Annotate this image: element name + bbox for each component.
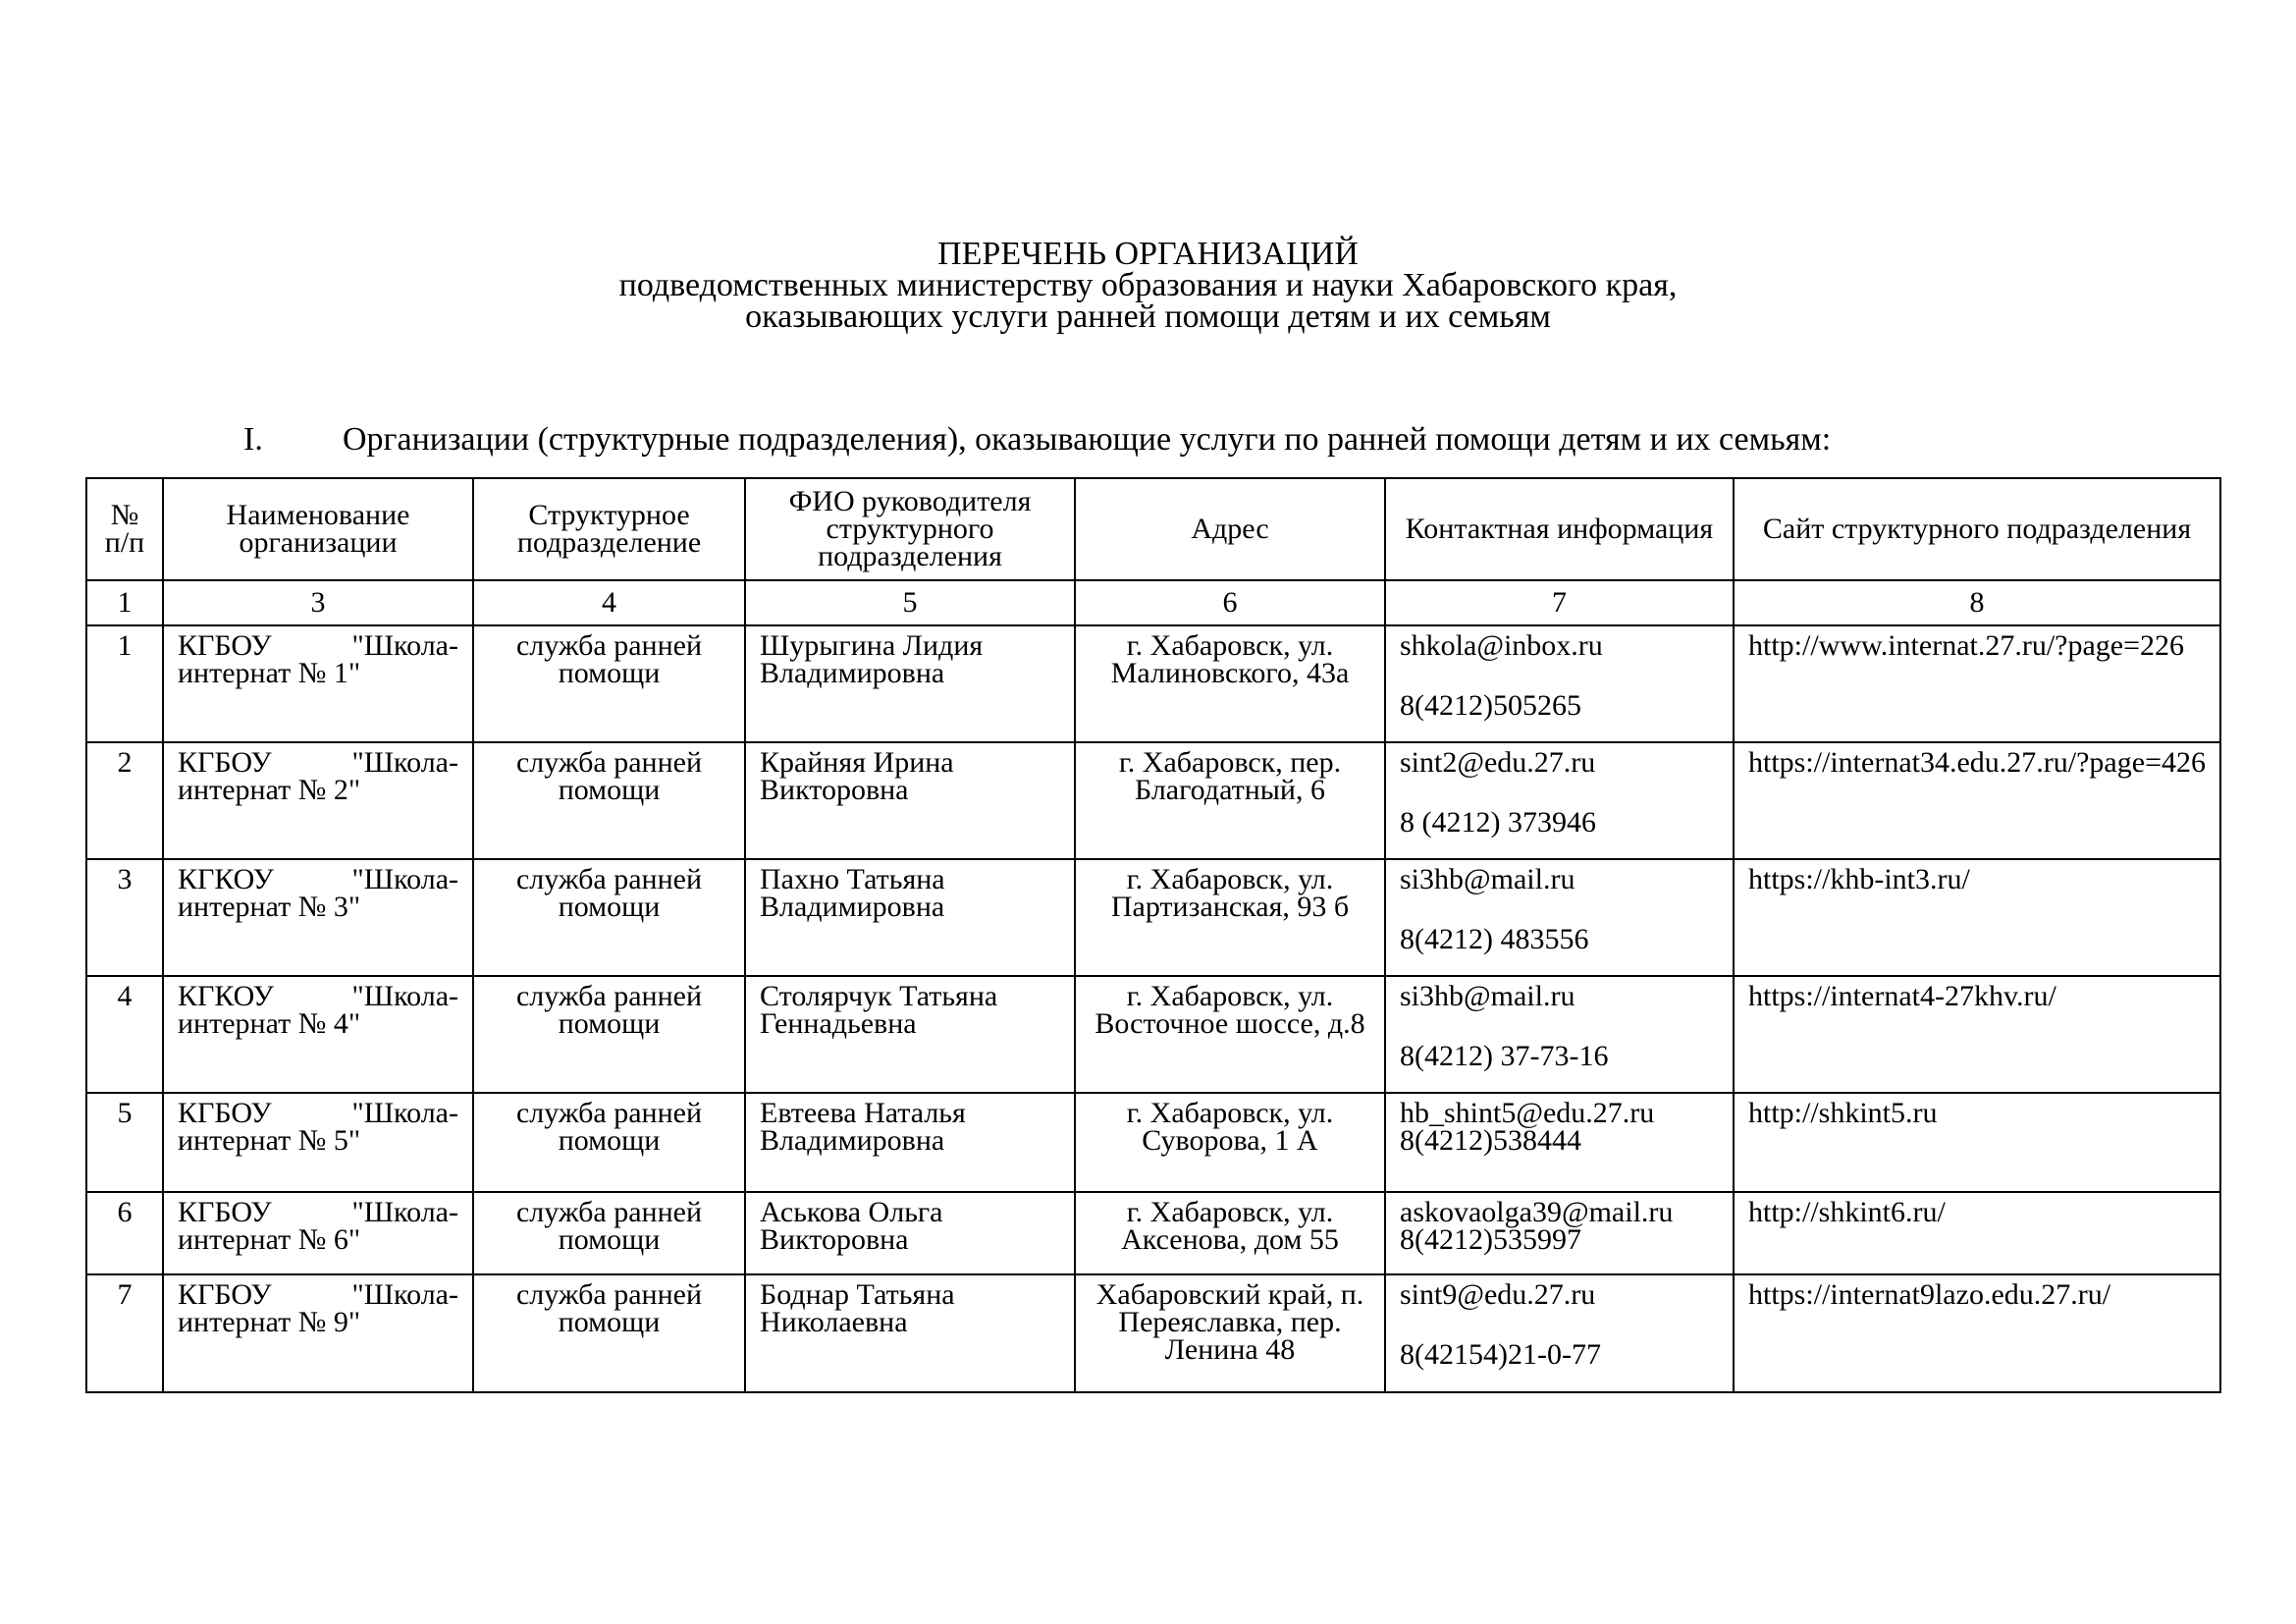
unit-name: служба ранней помощи bbox=[473, 1192, 745, 1274]
header-head-name: ФИО руководителя структурного подразделения bbox=[745, 478, 1075, 580]
organizations-table bbox=[85, 477, 2221, 1393]
column-number: 3 bbox=[163, 580, 473, 625]
site-link[interactable]: https://internat9lazo.edu.27.ru/ bbox=[1734, 1274, 2220, 1392]
head-name: Крайняя Ирина Викторовна bbox=[745, 742, 1075, 859]
address: г. Хабаровск, ул. Аксенова, дом 55 bbox=[1075, 1192, 1385, 1274]
header-unit: Структурное подразделение bbox=[473, 478, 745, 580]
row-number: 7 bbox=[86, 1274, 163, 1392]
phone-number: 8(4212) 483556 bbox=[1400, 923, 1589, 955]
head-name: Пахно Татьяна Владимировна bbox=[745, 859, 1075, 976]
contact-info bbox=[1385, 976, 1734, 1093]
email-link[interactable]: askovaolga39@mail.ru bbox=[1400, 1196, 1674, 1228]
site-link[interactable]: https://khb-int3.ru/ bbox=[1734, 859, 2220, 976]
head-name: Столярчук Татьяна Геннадьевна bbox=[745, 976, 1075, 1093]
column-number: 5 bbox=[745, 580, 1075, 625]
title-line-2: подведомственных министерству образования и науки Хабаровского края, bbox=[618, 267, 1678, 303]
title-line-1: ПЕРЕЧЕНЬ ОРГАНИЗАЦИЙ bbox=[937, 236, 1359, 272]
organization-name: КГБОУ "Школа-интернат № 9" bbox=[163, 1274, 473, 1392]
address: г. Хабаровск, ул. Суворова, 1 А bbox=[1075, 1093, 1385, 1192]
document-title bbox=[0, 236, 2296, 335]
head-name: Аськова Ольга Викторовна bbox=[745, 1192, 1075, 1274]
row-number: 1 bbox=[86, 625, 163, 742]
table-row bbox=[86, 859, 2220, 976]
section-heading bbox=[243, 420, 1831, 460]
table-row bbox=[86, 1192, 2220, 1274]
column-number: 7 bbox=[1385, 580, 1734, 625]
email-link[interactable]: sint2@edu.27.ru bbox=[1400, 746, 1596, 779]
table-row bbox=[86, 1093, 2220, 1192]
head-name: Боднар Татьяна Николаевна bbox=[745, 1274, 1075, 1392]
head-name: Евтеева Наталья Владимировна bbox=[745, 1093, 1075, 1192]
organization-name: КГБОУ "Школа-интернат № 2" bbox=[163, 742, 473, 859]
table-row bbox=[86, 742, 2220, 859]
unit-name: служба ранней помощи bbox=[473, 1093, 745, 1192]
address: г. Хабаровск, ул. Восточное шоссе, д.8 bbox=[1075, 976, 1385, 1093]
email-link[interactable]: si3hb@mail.ru bbox=[1400, 980, 1575, 1012]
phone-number: 8(4212) 37-73-16 bbox=[1400, 1040, 1609, 1072]
organization-name: КГБОУ "Школа-интернат № 1" bbox=[163, 625, 473, 742]
column-number: 6 bbox=[1075, 580, 1385, 625]
row-number: 2 bbox=[86, 742, 163, 859]
contact-info bbox=[1385, 625, 1734, 742]
contact-info bbox=[1385, 859, 1734, 976]
column-number: 8 bbox=[1734, 580, 2220, 625]
address: г. Хабаровск, пер. Благодатный, 6 bbox=[1075, 742, 1385, 859]
table-row bbox=[86, 976, 2220, 1093]
row-number: 6 bbox=[86, 1192, 163, 1274]
header-site: Сайт структурного подразделения bbox=[1734, 478, 2220, 580]
header-organization: Наименование организации bbox=[163, 478, 473, 580]
section-text: Организации (структурные подразделения), оказывающие услуги по ранней помощи детям и их семьям: bbox=[343, 421, 1832, 458]
contact-info bbox=[1385, 1274, 1734, 1392]
contact-info bbox=[1385, 1093, 1734, 1192]
organization-name: КГКОУ "Школа-интернат № 3" bbox=[163, 859, 473, 976]
row-number: 4 bbox=[86, 976, 163, 1093]
title-line-3: оказывающих услуги ранней помощи детям и их семьям bbox=[745, 298, 1551, 335]
phone-number: 8(4212)538444 bbox=[1400, 1124, 1581, 1157]
email-link[interactable]: si3hb@mail.ru bbox=[1400, 863, 1575, 895]
table-row bbox=[86, 625, 2220, 742]
contact-info bbox=[1385, 1192, 1734, 1274]
phone-number: 8(4212)505265 bbox=[1400, 689, 1581, 722]
organization-name: КГКОУ "Школа-интернат № 4" bbox=[163, 976, 473, 1093]
address: г. Хабаровск, ул. Партизанская, 93 б bbox=[1075, 859, 1385, 976]
organization-name: КГБОУ "Школа-интернат № 6" bbox=[163, 1192, 473, 1274]
spacer bbox=[1400, 777, 1719, 809]
table-row bbox=[86, 1274, 2220, 1392]
phone-number: 8 (4212) 373946 bbox=[1400, 806, 1596, 839]
header-address: Адрес bbox=[1075, 478, 1385, 580]
contact-info bbox=[1385, 742, 1734, 859]
unit-name: служба ранней помощи bbox=[473, 976, 745, 1093]
spacer bbox=[1400, 660, 1719, 692]
address: г. Хабаровск, ул. Малиновского, 43а bbox=[1075, 625, 1385, 742]
address: Хабаровский край, п. Переяславка, пер. Ленина 48 bbox=[1075, 1274, 1385, 1392]
unit-name: служба ранней помощи bbox=[473, 742, 745, 859]
row-number: 3 bbox=[86, 859, 163, 976]
phone-number: 8(42154)21-0-77 bbox=[1400, 1338, 1601, 1371]
email-link[interactable]: sint9@edu.27.ru bbox=[1400, 1278, 1596, 1311]
site-link[interactable]: https://internat34.edu.27.ru/?page=426 bbox=[1734, 742, 2220, 859]
column-number-row bbox=[86, 580, 2220, 625]
site-link[interactable]: https://internat4-27khv.ru/ bbox=[1734, 976, 2220, 1093]
site-link[interactable]: http://shkint5.ru bbox=[1734, 1093, 2220, 1192]
email-link[interactable]: shkola@inbox.ru bbox=[1400, 629, 1603, 662]
unit-name: служба ранней помощи bbox=[473, 859, 745, 976]
column-number: 1 bbox=[86, 580, 163, 625]
phone-number: 8(4212)535997 bbox=[1400, 1223, 1581, 1256]
head-name: Шурыгина Лидия Владимировна bbox=[745, 625, 1075, 742]
header-contacts: Контактная информация bbox=[1385, 478, 1734, 580]
site-link[interactable]: http://shkint6.ru/ bbox=[1734, 1192, 2220, 1274]
column-number: 4 bbox=[473, 580, 745, 625]
spacer bbox=[1400, 1309, 1719, 1341]
spacer bbox=[1400, 893, 1719, 926]
row-number: 5 bbox=[86, 1093, 163, 1192]
site-link[interactable]: http://www.internat.27.ru/?page=226 bbox=[1734, 625, 2220, 742]
spacer bbox=[1400, 1010, 1719, 1043]
unit-name: служба ранней помощи bbox=[473, 625, 745, 742]
header-number: № п/п bbox=[86, 478, 163, 580]
unit-name: служба ранней помощи bbox=[473, 1274, 745, 1392]
header-row bbox=[86, 478, 2220, 580]
email-link[interactable]: hb_shint5@edu.27.ru bbox=[1400, 1097, 1655, 1129]
section-number: I. bbox=[243, 421, 263, 458]
organization-name: КГБОУ "Школа-интернат № 5" bbox=[163, 1093, 473, 1192]
